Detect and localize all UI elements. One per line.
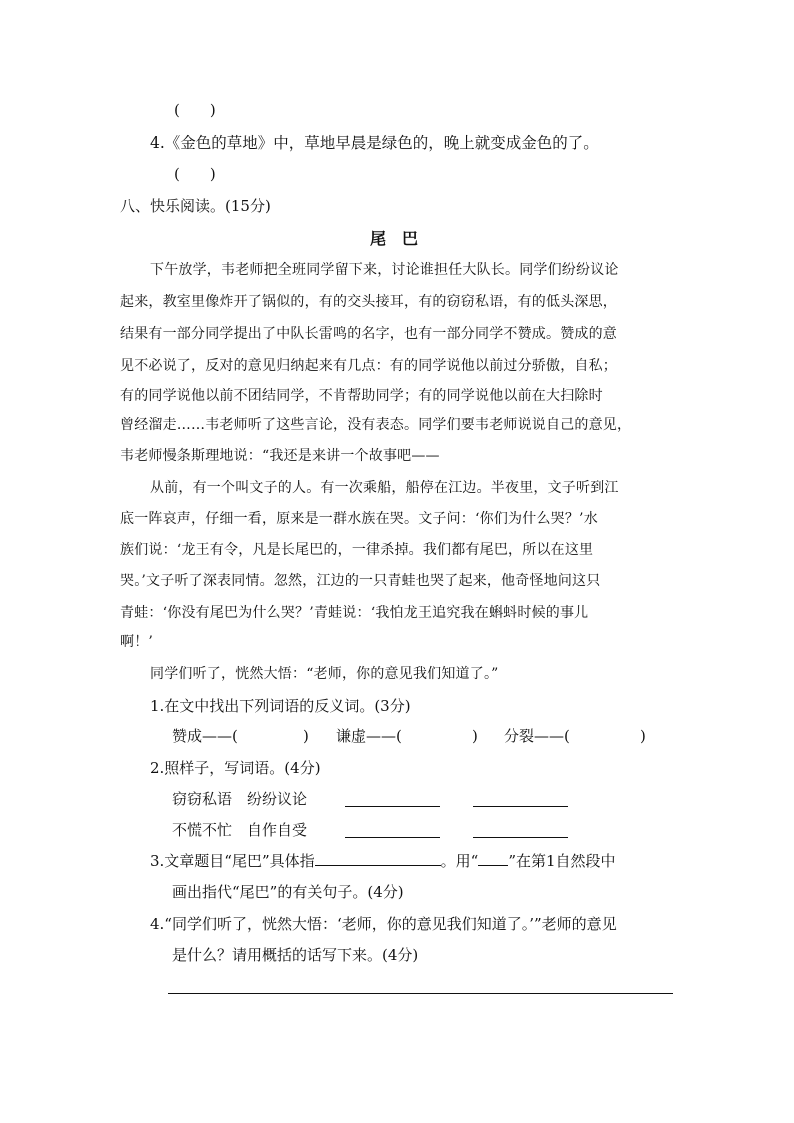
- underline-symbol: [478, 851, 508, 866]
- passage-line: 韦老师慢条斯理地说：“我还是来讲一个故事吧——: [120, 448, 440, 464]
- passage-line: 见不必说了，反对的意见归纳起来有几点：有的同学说他以前过分骄傲，自私；: [120, 358, 617, 374]
- passage-title: 尾 巴: [370, 229, 419, 248]
- question-7-4: 4.《金色的草地》中，草地早晨是绿色的，晚上就变成金色的了。: [150, 134, 599, 152]
- passage-line: 同学们听了，恍然大悟：“老师，你的意见我们知道了。”: [150, 666, 499, 682]
- passage-line: 有的同学说他以前不团结同学，不肯帮助同学；有的同学说他以前在大扫除时: [120, 388, 603, 404]
- passage-line: 从前，有一个叫文子的人。有一次乘船，船停在江边。半夜里，文子听到江: [150, 480, 619, 496]
- example-words: 不慌不忙 自作自受: [172, 821, 308, 839]
- paren-close: ): [303, 727, 309, 745]
- passage-line: 底一阵哀声，仔细一看，原来是一群水族在哭。文子问：‘你们为什么哭？’水: [120, 511, 598, 527]
- antonym-prompt: 分裂——(: [504, 727, 570, 745]
- question-3-line1: [150, 851, 616, 871]
- answer-blank[interactable]: [345, 806, 440, 807]
- answer-blank[interactable]: [345, 837, 440, 838]
- passage-line: 结果有一部分同学提出了中队长雷鸣的名字，也有一部分同学不赞成。赞成的意: [120, 326, 617, 342]
- question-3-line2: 画出指代“尾巴”的有关句子。(4分): [172, 883, 404, 901]
- question-2-stem: 2.照样子，写词语。(4分): [150, 759, 321, 777]
- passage-line: 哭。’文子听了深表同情。忽然，江边的一只青蛙也哭了起来，他奇怪地问这只: [120, 573, 601, 589]
- passage-line: 曾经溜走……韦老师听了这些言论，没有表态。同学们要韦老师说说自己的意见，: [120, 417, 632, 433]
- answer-blank[interactable]: [315, 851, 441, 866]
- passage-line: 下午放学，韦老师把全班同学留下来，讨论谁担任大队长。同学们纷纷议论: [150, 262, 619, 278]
- question-3-text: 。用“: [440, 852, 479, 870]
- antonym-prompt: 赞成——(: [172, 727, 238, 745]
- example-words: 窃窃私语 纷纷议论: [172, 790, 308, 808]
- passage-line: 族们说：‘龙王有令，凡是长尾巴的，一律杀掉。我们都有尾巴，所以在这里: [120, 542, 594, 558]
- passage-line: 青蛙：‘你没有尾巴为什么哭？’青蛙说：‘我怕龙王追究我在蝌蚪时候的事儿: [120, 605, 589, 621]
- question-3-text: 3.文章题目“尾巴”具体指: [150, 852, 315, 870]
- answer-paren: ( ): [174, 101, 216, 119]
- question-4-line1: 4.“同学们听了，恍然大悟：‘老师，你的意见我们知道了。’”老师的意见: [150, 915, 617, 933]
- passage-line: 起来，教室里像炸开了锅似的，有的交头接耳，有的窃窃私语，有的低头深思，: [120, 294, 617, 310]
- paren-close: ): [472, 727, 478, 745]
- passage-line: 啊！’: [120, 634, 154, 650]
- answer-blank[interactable]: [473, 837, 568, 838]
- answer-blank[interactable]: [473, 806, 568, 807]
- section-heading: 八、快乐阅读。(15分): [120, 197, 271, 215]
- antonym-prompt: 谦虚——(: [336, 727, 402, 745]
- question-3-text: ”在第1自然段中: [508, 852, 616, 870]
- answer-paren: ( ): [174, 165, 216, 183]
- question-4-line2: 是什么？请用概括的话写下来。(4分): [172, 946, 419, 964]
- answer-line[interactable]: [168, 993, 673, 994]
- paren-close: ): [640, 727, 646, 745]
- question-1-stem: 1.在文中找出下列词语的反义词。(3分): [150, 697, 411, 715]
